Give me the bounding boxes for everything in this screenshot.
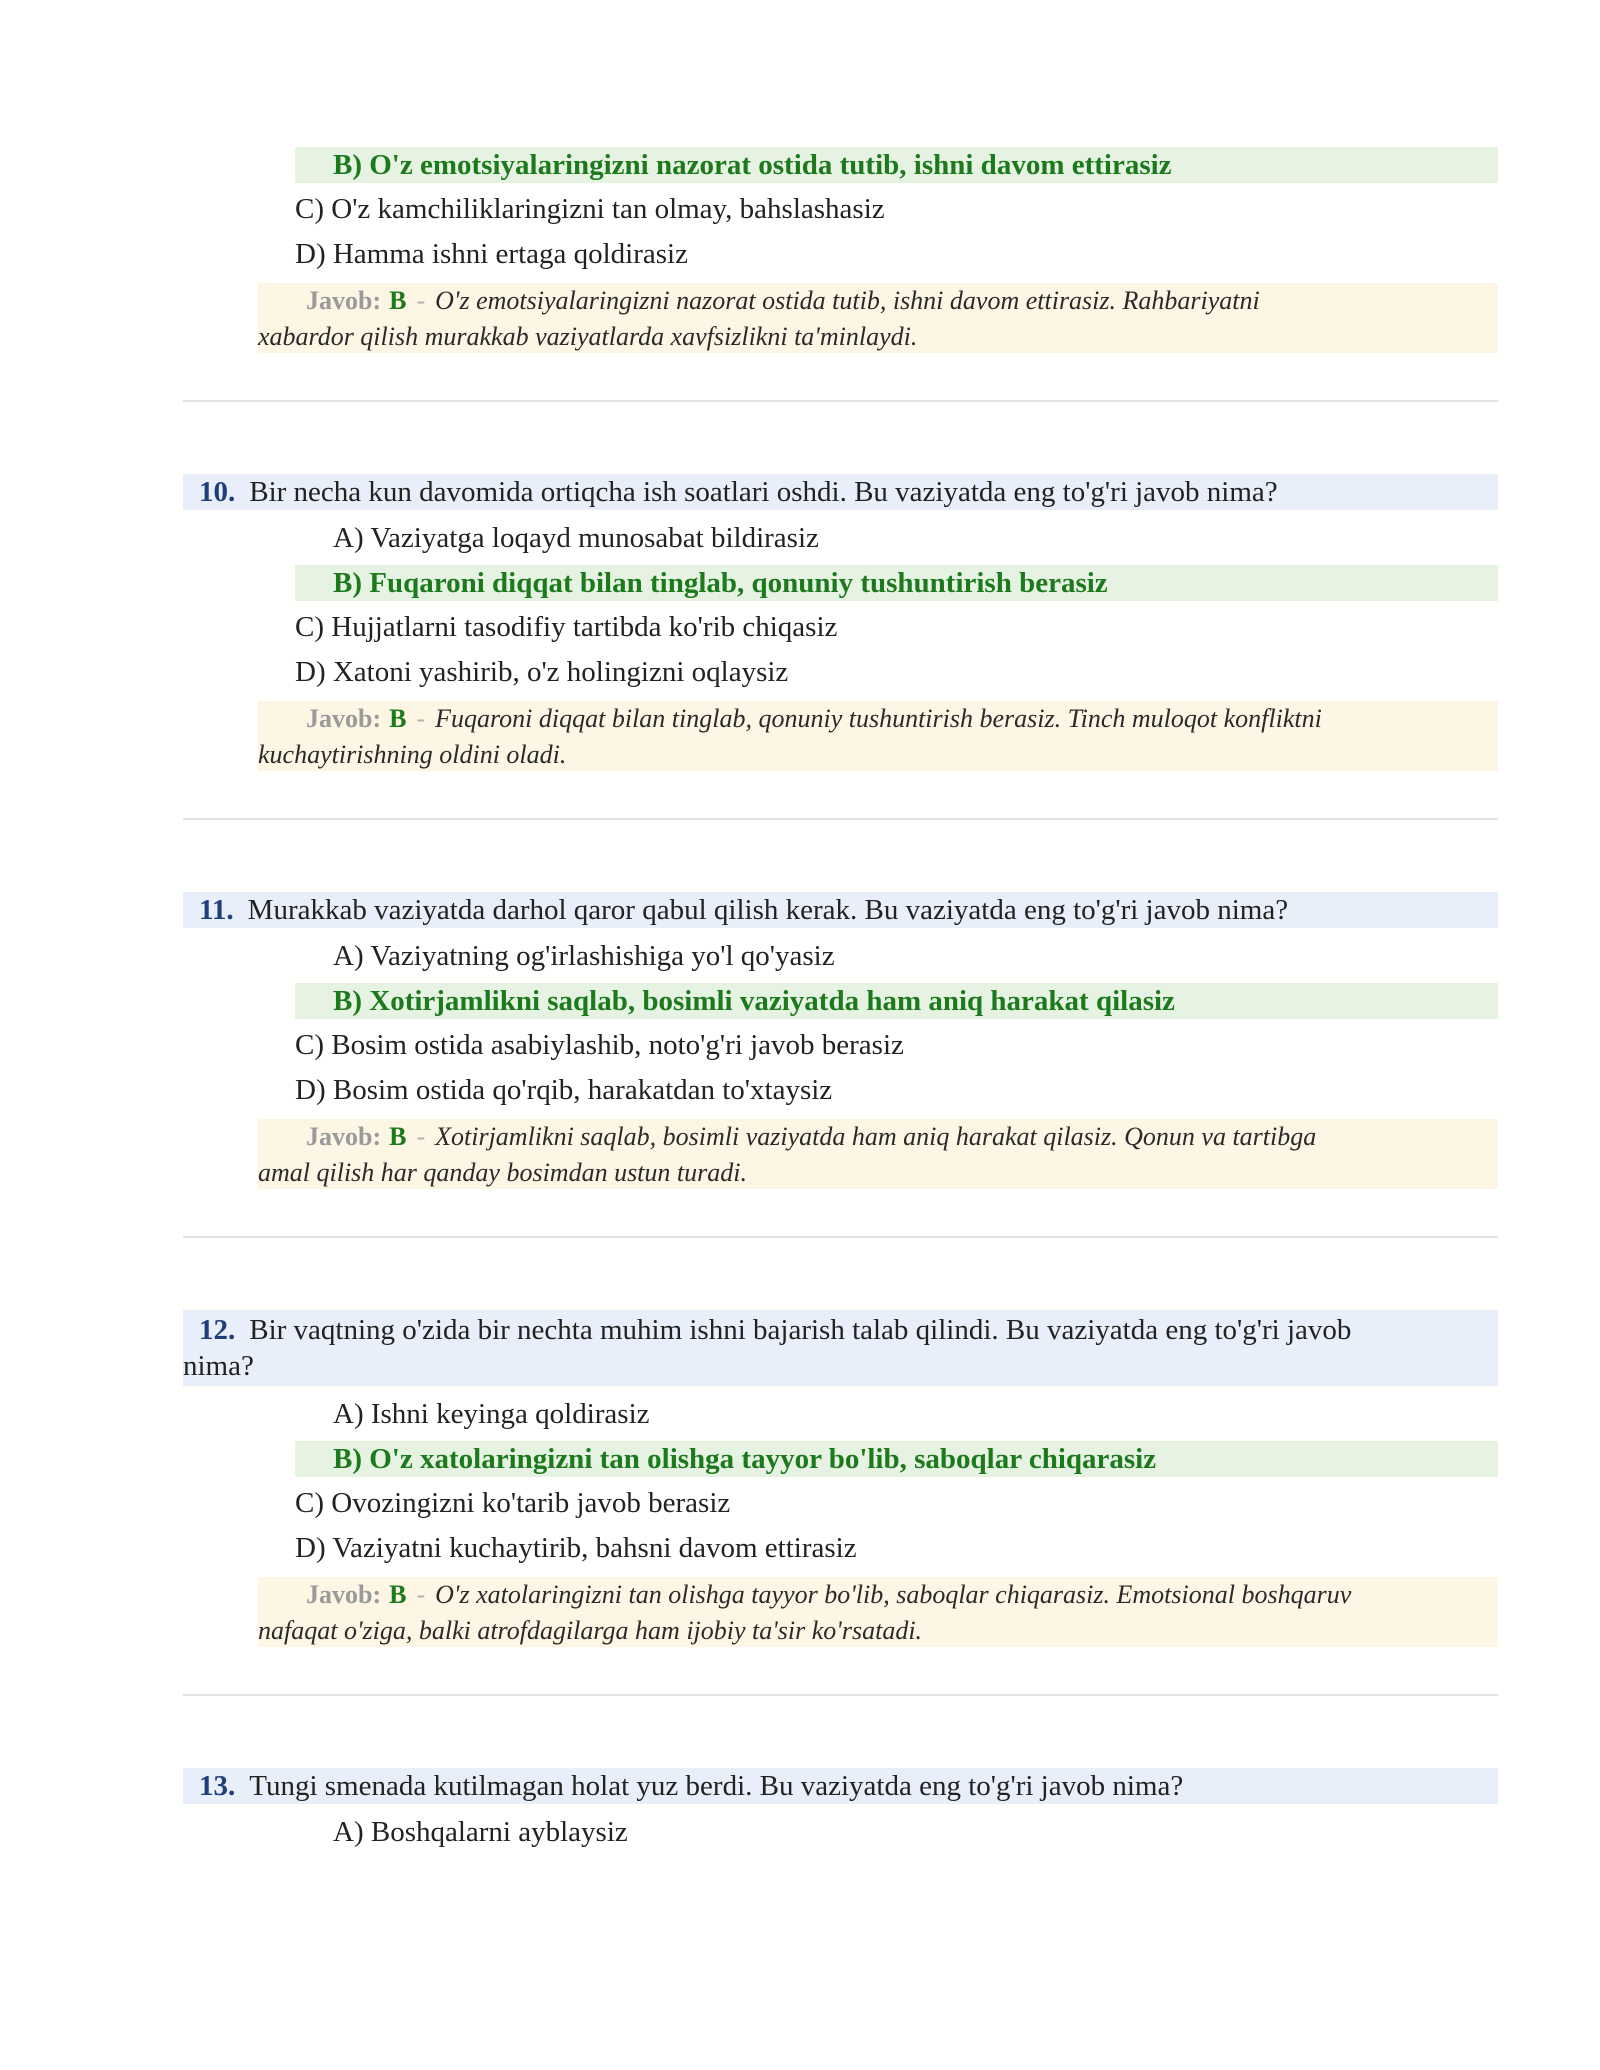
answer-text-continued: xabardor qilish murakkab vaziyatlarda xavfsizlikni ta'minlaydi. [258, 322, 918, 351]
question-header [183, 1768, 1498, 1804]
answer-text-continued: nafaqat o'ziga, balki atrofdagilarga ham ijobiy ta'sir ko'rsatadi. [258, 1616, 923, 1645]
answer-text-continued: kuchaytirishning oldini oladi. [258, 740, 567, 769]
answer-text: O'z xatolaringizni tan olishga tayyor bo'lib, saboqlar chiqarasiz. Emotsional boshqaruv [435, 1580, 1352, 1609]
option-a: A) Boshqalarni ayblaysiz [333, 1816, 628, 1848]
question-header [183, 892, 1498, 928]
question-number: 13. [199, 1770, 236, 1802]
answer-label: Javob: [306, 286, 382, 315]
answer-letter: B [389, 704, 407, 733]
option-a: A) Vaziyatga loqayd munosabat bildirasiz [333, 522, 819, 554]
question-text-continued: nima? [183, 1350, 254, 1382]
option-b-correct: B) Fuqaroni diqqat bilan tinglab, qonuniy tushuntirish berasiz [333, 567, 1108, 599]
option-b-correct: B) Xotirjamlikni saqlab, bosimli vaziyatda ham aniq harakat qilasiz [333, 985, 1175, 1017]
answer-text: Xotirjamlikni saqlab, bosimli vaziyatda ham aniq harakat qilasiz. Qonun va tartibga [435, 1122, 1317, 1151]
answer-label: Javob: [306, 704, 382, 733]
correct-option-highlight [295, 983, 1498, 1019]
answer-letter: B [389, 286, 407, 315]
option-b-correct: B) O'z emotsiyalaringizni nazorat ostida tutib, ishni davom ettirasiz [333, 149, 1172, 181]
answer-label: Javob: [306, 1122, 382, 1151]
answer-text-continued: amal qilish har qanday bosimdan ustun turadi. [258, 1158, 747, 1187]
option-b-correct: B) O'z xatolaringizni tan olishga tayyor bo'lib, saboqlar chiqarasiz [333, 1443, 1157, 1475]
answer-dash: - [416, 1580, 426, 1609]
question-header [183, 474, 1498, 510]
answer-text: Fuqaroni diqqat bilan tinglab, qonuniy tushuntirish berasiz. Tinch muloqot konfliktni [435, 704, 1322, 733]
option-d: D) Bosim ostida qo'rqib, harakatdan to'xtaysiz [295, 1074, 833, 1106]
question-text: Tungi smenada kutilmagan holat yuz berdi. Bu vaziyatda eng to'g'ri javob nima? [249, 1770, 1184, 1802]
option-c: C) O'z kamchiliklaringizni tan olmay, bahslashasiz [295, 193, 885, 225]
correct-option-highlight [295, 147, 1498, 183]
answer-box [258, 1577, 1498, 1647]
question-number: 11. [199, 894, 234, 926]
question-text: Bir vaqtning o'zida bir nechta muhim ishni bajarish talab qilindi. Bu vaziyatda eng to'g'ri javob [249, 1314, 1352, 1346]
divider [183, 1236, 1498, 1238]
divider [183, 818, 1498, 820]
correct-option-highlight [295, 565, 1498, 601]
option-c: C) Hujjatlarni tasodifiy tartibda ko'rib chiqasiz [295, 611, 838, 643]
answer-dash: - [416, 1122, 426, 1151]
divider [183, 1694, 1498, 1696]
answer-letter: B [389, 1122, 407, 1151]
correct-option-highlight [295, 1441, 1498, 1477]
answer-dash: - [416, 704, 426, 733]
option-d: D) Xatoni yashirib, o'z holingizni oqlaysiz [295, 656, 789, 688]
question-number: 10. [199, 476, 236, 508]
question-header [183, 1310, 1498, 1386]
question-text: Bir necha kun davomida ortiqcha ish soatlari oshdi. Bu vaziyatda eng to'g'ri javob nima? [249, 476, 1278, 508]
option-c: C) Bosim ostida asabiylashib, noto'g'ri javob berasiz [295, 1029, 904, 1061]
option-a: A) Vaziyatning og'irlashishiga yo'l qo'yasiz [333, 940, 835, 972]
answer-label: Javob: [306, 1580, 382, 1609]
answer-box [258, 283, 1498, 353]
option-a: A) Ishni keyinga qoldirasiz [333, 1398, 650, 1430]
answer-text: O'z emotsiyalaringizni nazorat ostida tutib, ishni davom ettirasiz. Rahbariyatni [435, 286, 1260, 315]
option-c: C) Ovozingizni ko'tarib javob berasiz [295, 1487, 731, 1519]
option-d: D) Vaziyatni kuchaytirib, bahsni davom ettirasiz [295, 1532, 857, 1564]
divider [183, 400, 1498, 402]
answer-dash: - [416, 286, 426, 315]
option-d: D) Hamma ishni ertaga qoldirasiz [295, 238, 688, 270]
question-text: Murakkab vaziyatda darhol qaror qabul qilish kerak. Bu vaziyatda eng to'g'ri javob nima? [247, 894, 1289, 926]
answer-box [258, 1119, 1498, 1189]
question-number: 12. [199, 1314, 236, 1346]
answer-box [258, 701, 1498, 771]
answer-letter: B [389, 1580, 407, 1609]
